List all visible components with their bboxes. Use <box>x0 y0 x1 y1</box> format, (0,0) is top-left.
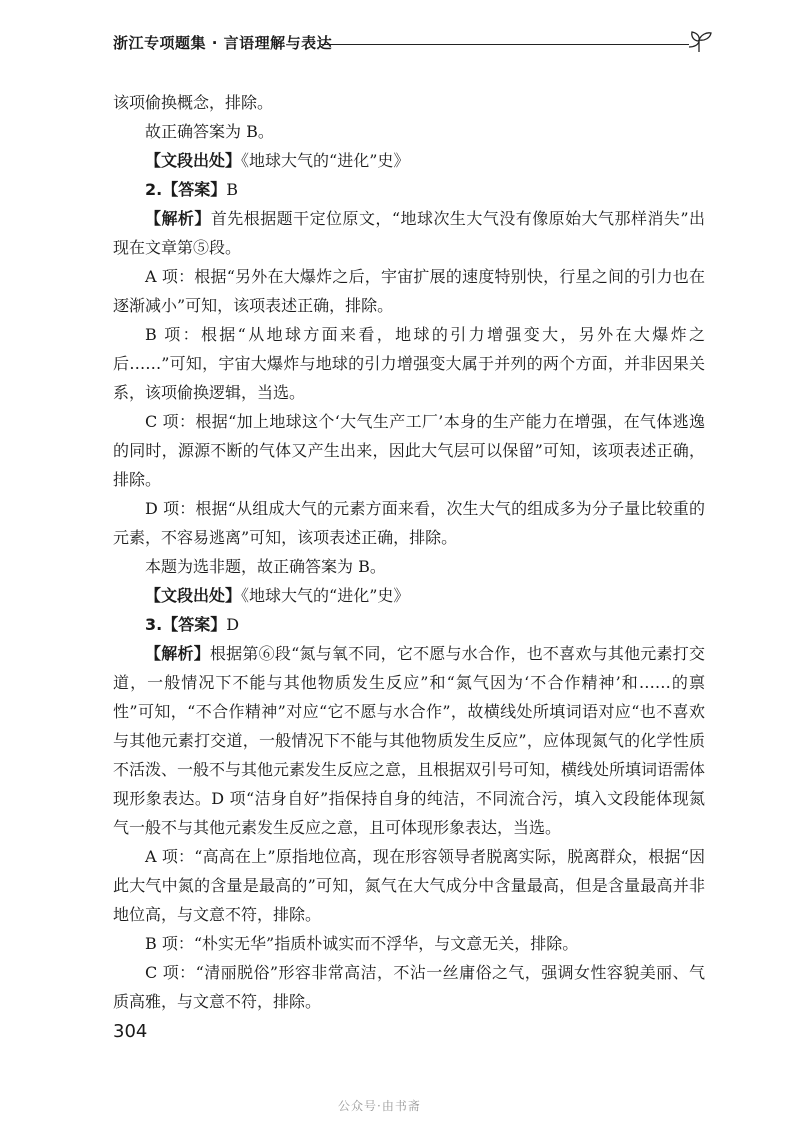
paragraph-text: C 项：根据“加上地球这个‘大气生产工厂’本身的生产能力在增强，在气体逃逸的同时，源源不断的气体又产生出来，因此大气层可以保留”可知，该项表述正确，排除。 <box>113 412 705 489</box>
paragraph-text: 本题为选非题，故正确答案为 B。 <box>145 557 386 576</box>
paragraph <box>113 320 705 407</box>
section-label: 【解析】 <box>145 644 210 663</box>
section-label: 【文段出处】 <box>145 586 242 605</box>
paragraph-text: 《地球大气的“进化”史》 <box>241 151 410 170</box>
paragraph-text: 故正确答案为 B。 <box>145 122 274 141</box>
paragraph-text: C 项：“清丽脱俗”形容非常高洁，不沾一丝庸俗之气，强调女性容貌美丽、气质高雅，与文意不符，排除。 <box>113 963 705 1011</box>
paragraph-text: A 项：根据“另外在大爆炸之后，宇宙扩展的速度特别快，行星之间的引力也在逐渐减小”可知，该项表述正确，排除。 <box>113 267 705 315</box>
paragraph-text: B 项：根据“从地球方面来看，地球的引力增强变大，另外在大爆炸之后……”可知，宇宙大爆炸与地球的引力增强变大属于并列的两个方面，并非因果关系，该项偷换逻辑，当选。 <box>113 325 705 402</box>
paragraph <box>113 842 705 929</box>
page-number: 304 <box>113 1021 148 1042</box>
paragraph-text: D <box>226 615 240 634</box>
header-rule <box>321 44 689 45</box>
section-label: 【文段出处】 <box>145 151 242 170</box>
paragraph-text: B <box>226 180 238 199</box>
paragraph <box>113 958 705 1016</box>
section-label: 2.【答案】 <box>145 180 227 199</box>
paragraph <box>113 262 705 320</box>
paragraph <box>113 204 705 262</box>
watermark: 公众号·由书斋 <box>338 1099 421 1113</box>
sprout-icon <box>685 28 713 54</box>
paragraph <box>113 146 705 175</box>
paragraph <box>113 407 705 494</box>
paragraph-text: D 项：根据“从组成大气的元素方面来看，次生大气的组成多为分子量比较重的元素，不容易逃离”可知，该项表述正确，排除。 <box>113 499 705 547</box>
page-header <box>113 26 713 56</box>
paragraph <box>113 88 705 117</box>
header-title: 浙江专项题集 · 言语理解与表达 <box>113 34 333 52</box>
paragraph-text: 该项偷换概念，排除。 <box>113 93 274 112</box>
paragraph <box>113 929 705 958</box>
paragraph-text: 《地球大气的“进化”史》 <box>241 586 410 605</box>
paragraph <box>113 117 705 146</box>
paragraph <box>113 581 705 610</box>
paragraph <box>113 610 705 639</box>
paragraph-text: B 项：“朴实无华”指质朴诚实而不浮华，与文意无关，排除。 <box>145 934 579 953</box>
section-label: 3.【答案】 <box>145 615 227 634</box>
paragraph <box>113 494 705 552</box>
paragraph-text: A 项：“高高在上”原指地位高，现在形容领导者脱离实际，脱离群众，根据“因此大气中氮的含量是最高的”可知，氮气在大气成分中含量最高，但是含量最高并非地位高，与文意不符，排除。 <box>113 847 705 924</box>
paragraph <box>113 175 705 204</box>
section-label: 【解析】 <box>145 209 211 228</box>
answer-explanation-body <box>113 88 705 1016</box>
paragraph <box>113 552 705 581</box>
paragraph-text: 首先根据题干定位原文，“地球次生大气没有像原始大气那样消失”出现在文章第⑤段。 <box>113 209 705 257</box>
paragraph-text: 根据第⑥段“氮与氧不同，它不愿与水合作，也不喜欢与其他元素打交道，一般情况下不能与其他物质发生反应”和“氮气因为‘不合作精神’和……的禀性”可知，“不合作精神”对应“它不愿与水合作”，故横线处所填词语对应“也不喜欢与其他元素打交道，一般情况下不能与其他物质发生反应”，应体现氮气的化学性质不活泼、一般不与其他元素发生反应之意，且根据双引号可知，横线处所填词语需体现形象表达。D 项“洁身自好”指保持自身的纯洁，不同流合污，填入文段能体现氮气一般不与其他元素发生反应之意，且可体现形象表达，当选。 <box>113 644 706 837</box>
paragraph <box>113 639 705 842</box>
